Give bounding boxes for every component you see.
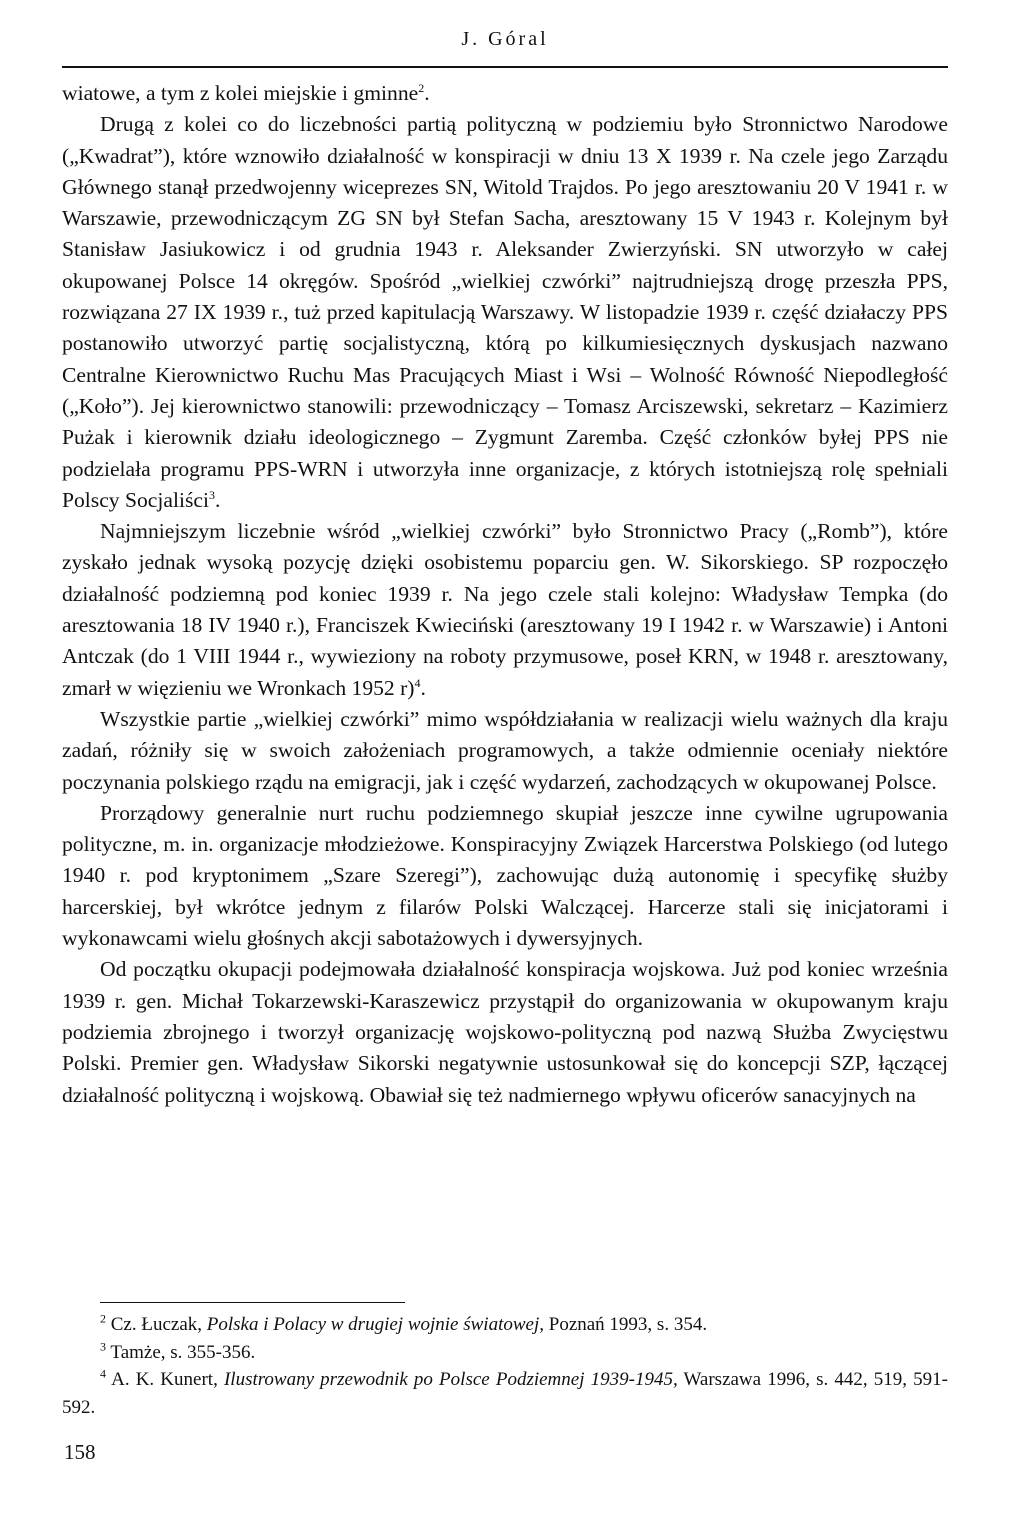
footnote-number: 4 [100,1366,106,1381]
paragraph [62,109,948,516]
footnotes [62,1311,948,1421]
paragraph [62,78,948,109]
paragraph-text: . [424,81,430,105]
paragraph-text: wiatowe, a tym z kolei miejskie i gminne [62,81,419,105]
running-header [62,26,948,68]
paragraph-text: Drugą z kolei co do liczebności partią polityczną w podziemiu było Stronnictwo Narodowe („Kwadrat”), które wznowiło działalność w konspiracji w dniu 13 X 1939 r. Na czele jego Zarządu Głównego stanął przedwojenny wiceprezes SN, Witold Trajdos. Po jego aresztowaniu 20 V 1941 r. w Warszawie, przewodniczącym ZG SN był Stefan Sacha, aresztowany 15 V 1943 r. Kolejnym był Stanisław Jasiukowicz i od grudnia 1943 r. Aleksander Zwierzyński. SN utworzyło w całej okupowanej Polsce 14 okręgów. Spośród „wielkiej czwórki” najtrudniejszą drogę przeszła PPS, rozwiązana 27 IX 1939 r., tuż przed kapitulacją Warszawy. W listopadzie 1939 r. część działaczy PPS postanowiło utworzyć partię socjalistyczną, którą po kilkumiesięcznych dyskusjach nazwano Centralne Kierownictwo Ruchu Mas Pracujących Miast i Wsi – Wolność Równość Niepodległość („Koło”). Jej kierownictwo stanowili: przewodniczący – Tomasz Arciszewski, sekretarz – Kazimierz Pużak i kierownik działu ideologicznego – Zygmunt Zaremba. Część członków byłej PPS nie podzielała programu PPS-WRN i utworzyła inne organizacje, z których istotniejszą rolę spełniali Polscy Socjaliści [62,112,948,512]
paragraph [62,516,948,704]
footnote [62,1339,948,1367]
footnote [62,1366,948,1421]
footnote-ref: 2 [418,80,425,95]
paragraph: Wszystkie partie „wielkiej czwórki” mimo współdziałania w realizacji wielu ważnych dla kraju zadań, różniły się w swoich założeniach programowych, a także odmiennie oceniały niektóre poczynania polskiego rządu na emigracji, jak i część wydarzeń, zachodzących w okupowanej Polsce. [62,706,948,794]
page-number: 158 [64,1440,96,1464]
paragraph-text: . [420,675,426,700]
footnote-author: A. K. Kunert, [111,1369,218,1390]
body-text [62,78,948,1111]
footnote-title: Polska i Polacy w drugiej wojnie światowej, [206,1314,544,1335]
footnote-text: Warszawa 1996, s. 442, 519, 591-592. [62,1369,948,1418]
footnote-separator [100,1302,405,1303]
paragraph: Od początku okupacji podejmowała działalność konspiracja wojskowa. Już pod koniec września 1939 r. gen. Michał Tokarzewski-Karaszewicz przystąpił do organizowania w okupowanym kraju podziemia zbrojnego i tworzył organizację wojskowo-polityczną pod nazwą Służba Zwycięstwu Polski. Premier gen. Władysław Sikorski negatywnie ustosunkował się do koncepcji SZP, łączącej działalność polityczną i wojskową. Obawiał się też nadmiernego wpływu oficerów sanacyjnych na [62,957,948,1107]
paragraph-text: . [214,487,221,512]
footnote-author: Cz. Łuczak, [110,1314,203,1335]
footnote-ref: 3 [208,487,215,502]
footnote-title: Ilustrowany przewodnik po Polsce Podziemnej 1939-1945, [223,1369,678,1390]
footnote-text: Poznań 1993, s. 354. [548,1314,708,1335]
footnote [62,1311,948,1339]
paragraph-text: Najmniejszym liczebnie wśród „wielkiej czwórki” było Stronnictwo Pracy („Romb”), które zyskało jednak wysoką pozycję dzięki osobistemu poparciu gen. W. Sikorskiego. SP rozpoczęło działalność podziemną pod koniec 1939 r. Na jego czele stali kolejno: Władysław Tempka (do aresztowania 18 IV 1940 r.), Franciszek Kwieciński (aresztowany 19 I 1942 r. w Warszawie) i Antoni Antczak (do 1 VIII 1944 r., wywieziony na roboty przymusowe, poseł KRN, w 1948 r. aresztowany, zmarł w więzieniu we Wronkach 1952 r) [62,519,948,700]
footnote-number: 3 [100,1339,106,1354]
running-head-author: J. Góral [461,28,549,50]
footnote-number: 2 [100,1311,106,1326]
paragraph: Prorządowy generalnie nurt ruchu podziemnego skupiał jeszcze inne cywilne ugrupowania polityczne, m. in. organizacje młodzieżowe. Konspiracyjny Związek Harcerstwa Polskiego (od lutego 1940 r. pod kryptonimem „Szare Szeregi”), zachowując dużą autonomię i specyfikę służby harcerskiej, był wkrótce jednym z filarów Polski Walczącej. Harcerze stali się inicjatorami i wykonawcami wielu głośnych akcji sabotażowych i dywersyjnych. [62,800,948,951]
footnote-ref: 4 [414,675,421,690]
footnote-text: Tamże, s. 355-356. [110,1341,256,1363]
